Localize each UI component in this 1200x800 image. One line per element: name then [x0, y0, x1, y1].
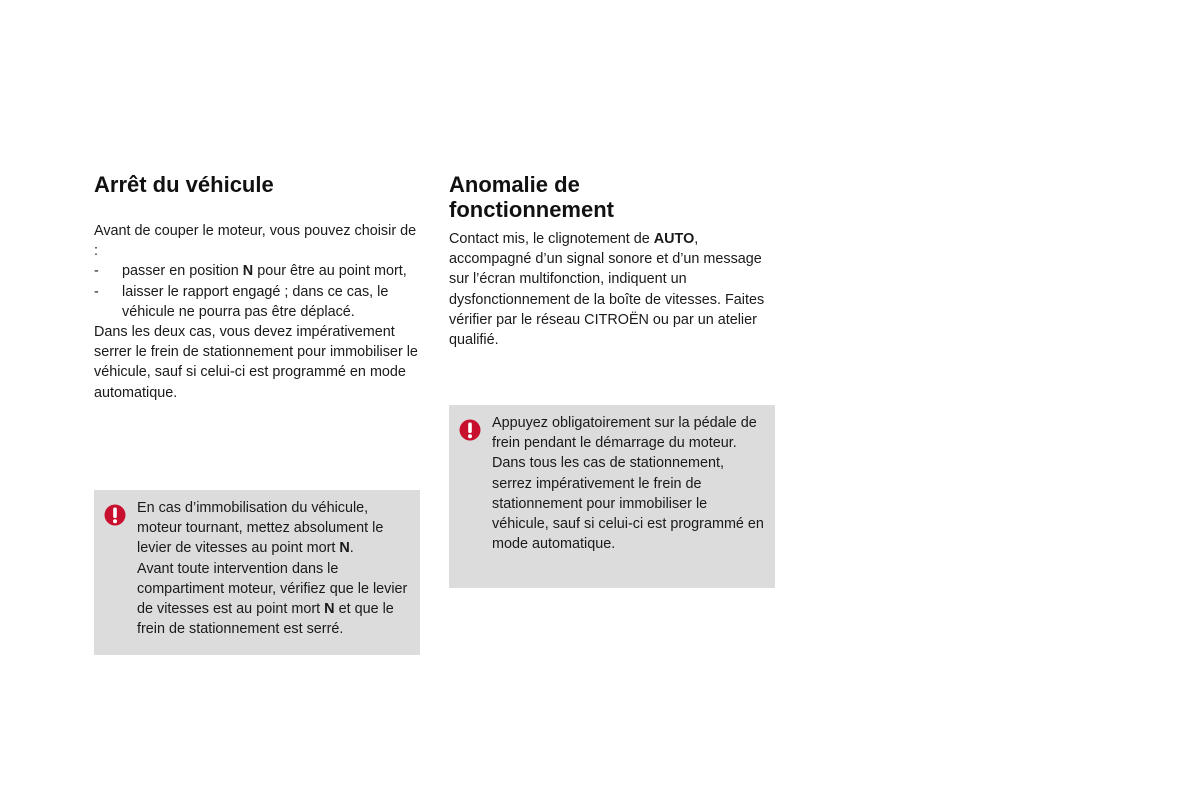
warning-paragraph: En cas d’immobilisation du véhicule, moteur tournant, mettez absolument le levier de vitesses au point mort N. — [137, 500, 384, 557]
dash-bullet: - — [94, 263, 99, 280]
warning-paragraph: Appuyez obligatoirement sur la pédale de frein pendant le démarrage du moteur. — [492, 415, 757, 452]
body-text: Contact mis, le clignotement de AUTO, accompagné d’un signal sonore et d’un message sur l’écran multifonction, indiquent un dysfonctionnement de la boîte de vitesses. Faites vérifier par le réseau CITROËN ou par un atelier qualifié. — [449, 231, 765, 349]
section-arret-vehicule — [94, 172, 424, 403]
dash-bullet: - — [94, 283, 99, 300]
options-list — [94, 261, 424, 322]
section-anomalie-fonctionnement — [449, 172, 779, 350]
exclamation-warning-icon — [104, 504, 126, 526]
section-title: Anomalie de fonctionnement — [449, 172, 614, 222]
intro-text: Avant de couper le moteur, vous pouvez choisir de : — [94, 223, 417, 260]
section-title: Arrêt du véhicule — [94, 172, 274, 197]
conclusion-text: Dans les deux cas, vous devez impérativement serrer le frein de stationnement pour immobiliser le véhicule, sauf si celui-ci est programmé en mode automatique. — [94, 324, 418, 401]
warning-box — [94, 490, 420, 655]
warning-box — [449, 405, 775, 588]
exclamation-warning-icon — [459, 419, 481, 441]
warning-paragraph: Dans tous les cas de stationnement, serrez impérativement le frein de stationnement pour immobiliser le véhicule, sauf si celui-ci est programmé en mode automatique. — [492, 455, 764, 553]
warning-paragraph: Avant toute intervention dans le compartiment moteur, vérifiez que le levier de vitesses est au point mort N et que le frein de stationnement est serré. — [137, 560, 408, 638]
list-item: - passer en position N pour être au point mort, — [94, 261, 424, 281]
list-item: - laisser le rapport engagé ; dans ce cas, le véhicule ne pourra pas être déplacé. — [94, 283, 389, 320]
